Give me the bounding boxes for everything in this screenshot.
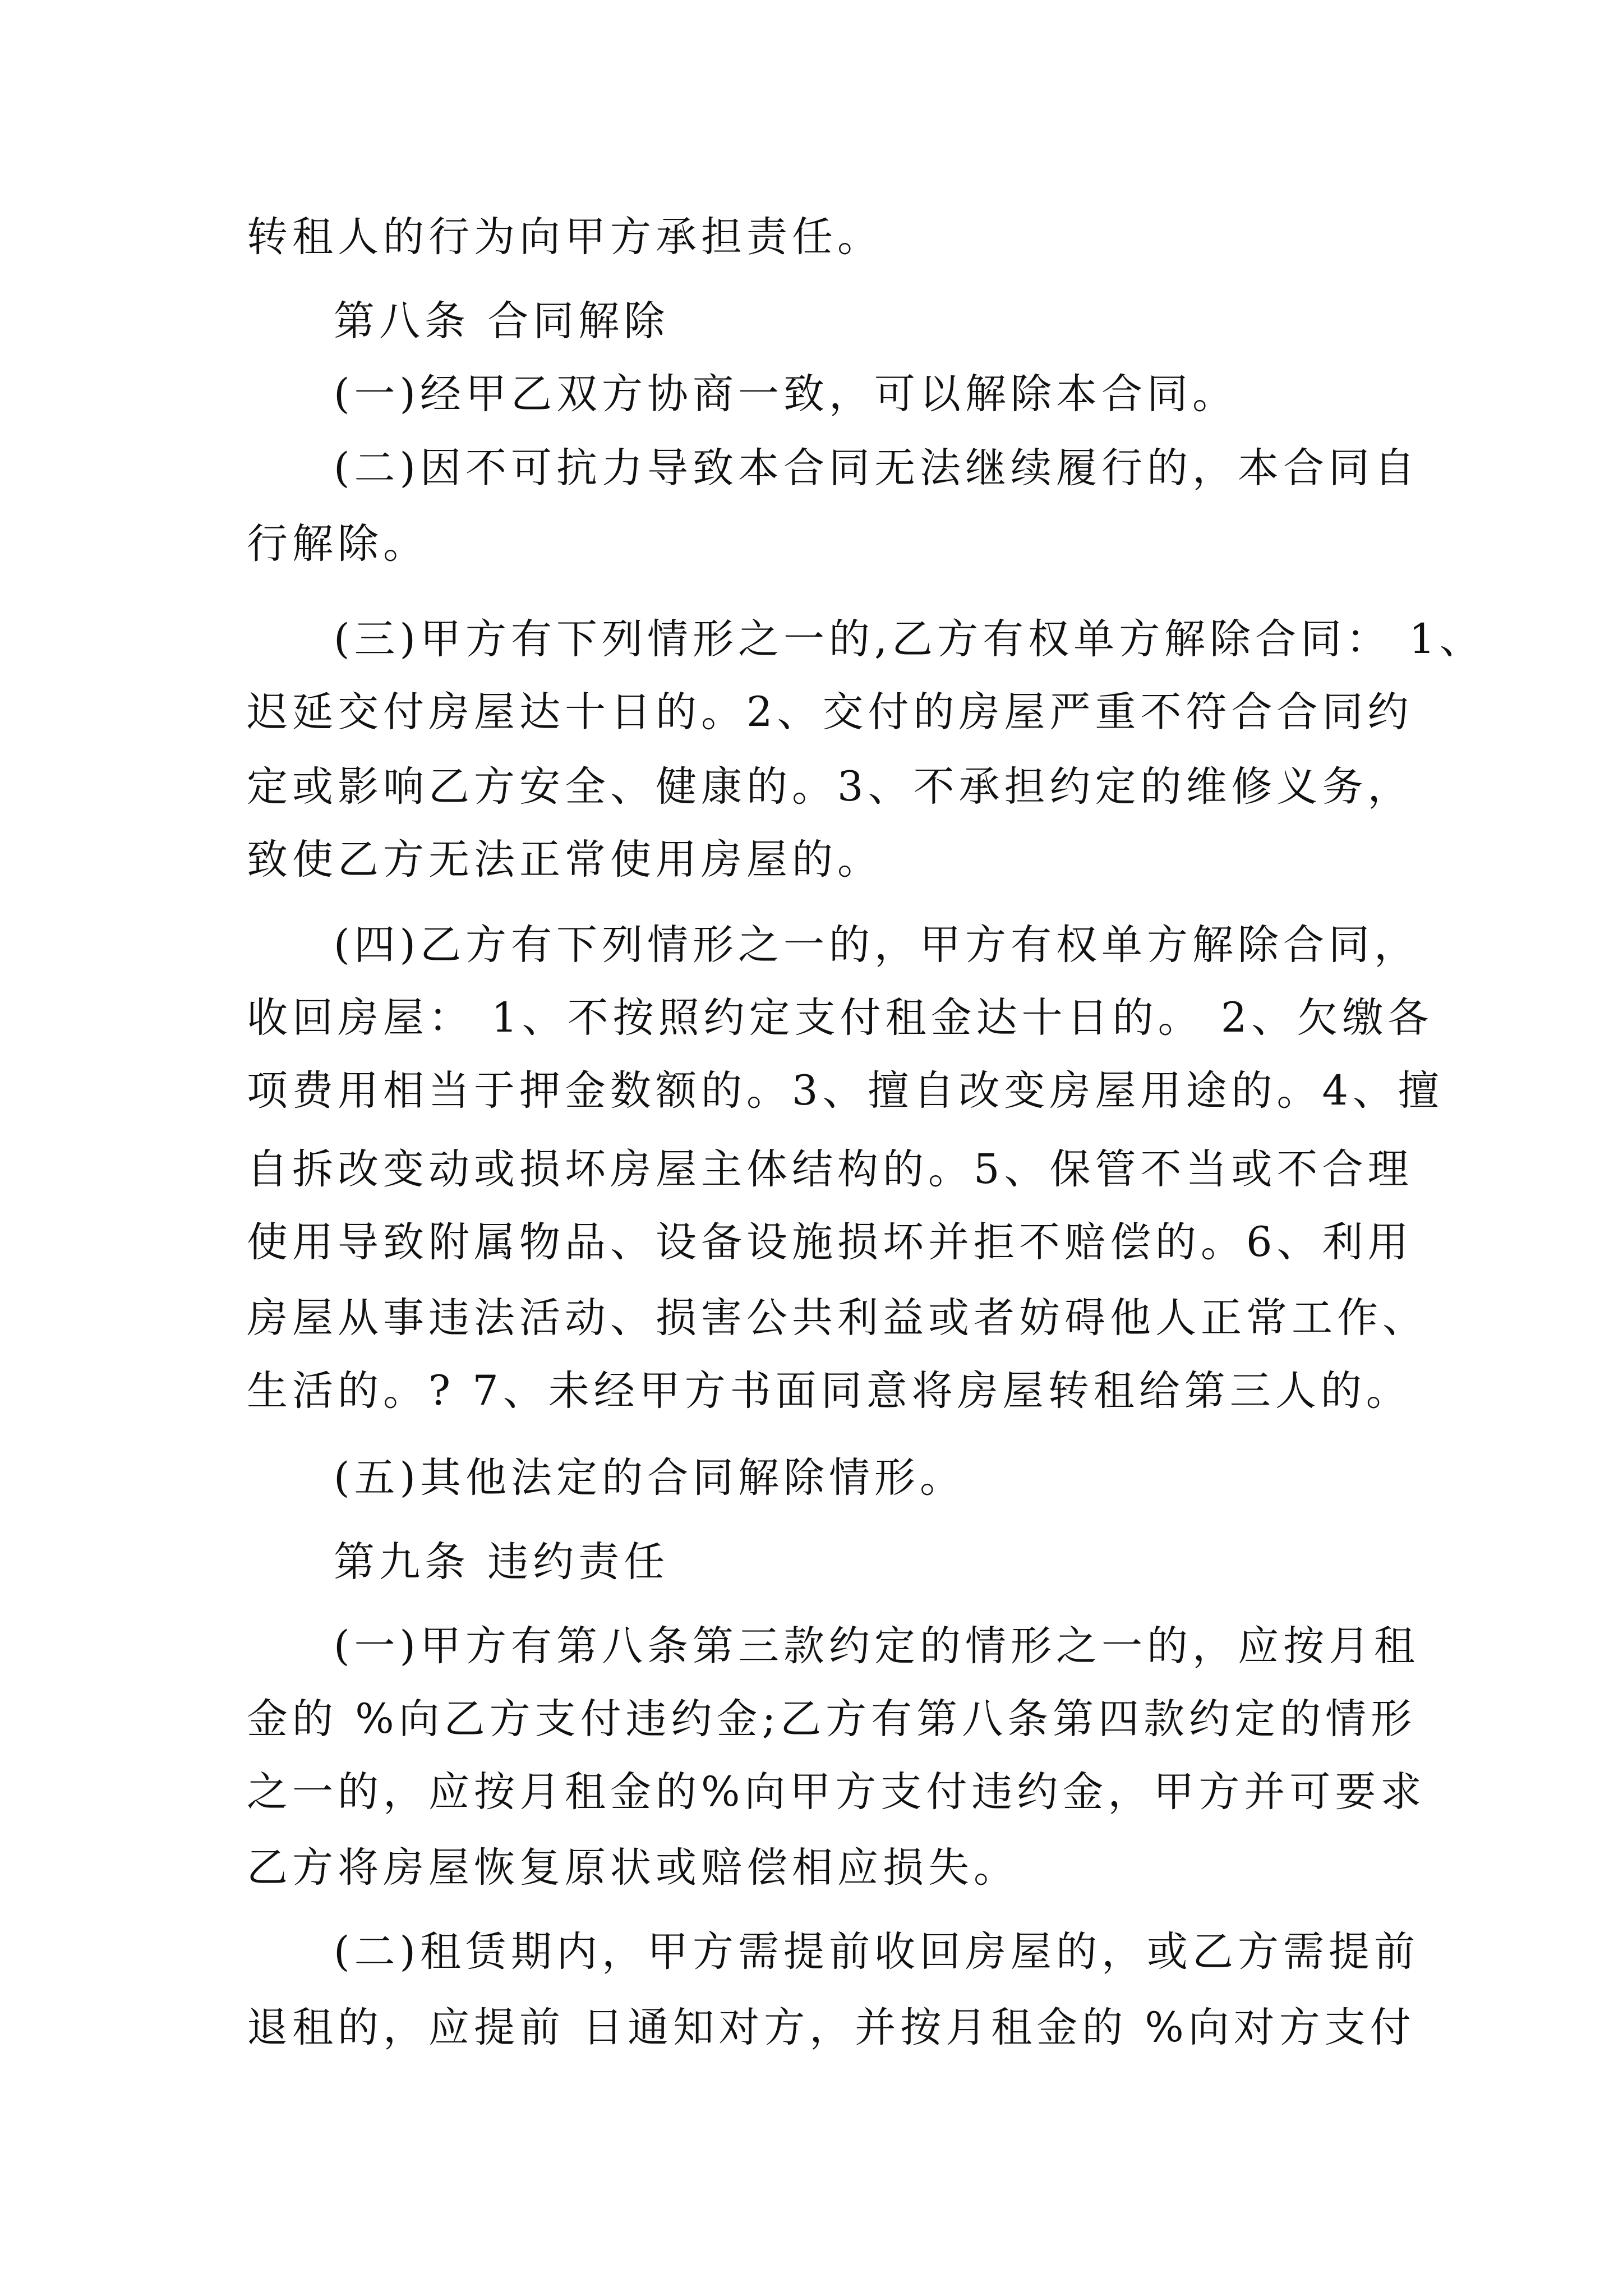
paragraph-line: 退租的，应提前 日通知对方，并按月租金的 %向对方支付	[247, 2004, 1415, 2051]
section-heading: 第八条 合同解除	[334, 297, 670, 345]
paragraph-line: (五)其他法定的合同解除情形。	[334, 1454, 965, 1502]
paragraph-line: 生活的。? 7、未经甲方书面同意将房屋转租给第三人的。	[247, 1367, 1412, 1415]
paragraph-line: 乙方将房屋恢复原状或赔偿相应损失。	[247, 1844, 1019, 1892]
paragraph-line: (一)甲方有第八条第三款约定的情形之一的，应按月租	[334, 1622, 1419, 1670]
paragraph-line: 收回房屋： 1、不按照约定支付租金达十日的。 2、欠缴各	[247, 994, 1433, 1042]
paragraph-line: 迟延交付房屋达十日的。2、交付的房屋严重不符合合同约	[247, 688, 1413, 736]
paragraph-line: (一)经甲乙双方协商一致，可以解除本合同。	[334, 370, 1238, 418]
paragraph-line: (四)乙方有下列情形之一的，甲方有权单方解除合同，	[334, 921, 1419, 969]
paragraph-line: 转租人的行为向甲方承担责任。	[247, 213, 883, 261]
paragraph-line: 自拆改变动或损坏房屋主体结构的。5、保管不当或不合理	[247, 1145, 1413, 1193]
paragraph-line: (二)租赁期内，甲方需提前收回房屋的，或乙方需提前	[334, 1928, 1419, 1976]
paragraph-line: 之一的，应按月租金的%向甲方支付违约金，甲方并可要求	[247, 1768, 1426, 1816]
paragraph-line: 房屋从事违法活动、损害公共利益或者妨碍他人正常工作、	[247, 1294, 1428, 1342]
paragraph-line: (二)因不可抗力导致本合同无法继续履行的，本合同自	[334, 444, 1419, 492]
section-heading: 第九条 违约责任	[334, 1538, 670, 1586]
paragraph-line: 致使乙方无法正常使用房屋的。	[247, 836, 883, 884]
paragraph-line: 行解除。	[247, 520, 428, 568]
paragraph-line: 使用导致附属物品、设备设施损坏并拒不赔偿的。6、利用	[247, 1218, 1413, 1266]
paragraph-line: 项费用相当于押金数额的。3、擅自改变房屋用途的。4、擅	[247, 1067, 1444, 1115]
paragraph-line: 定或影响乙方安全、健康的。3、不承担约定的维修义务，	[247, 763, 1413, 811]
paragraph-line: 金的 %向乙方支付违约金;乙方有第八条第四款约定的情形	[247, 1695, 1417, 1743]
paragraph-line: (三)甲方有下列情形之一的,乙方有权单方解除合同： 1、	[334, 615, 1485, 663]
